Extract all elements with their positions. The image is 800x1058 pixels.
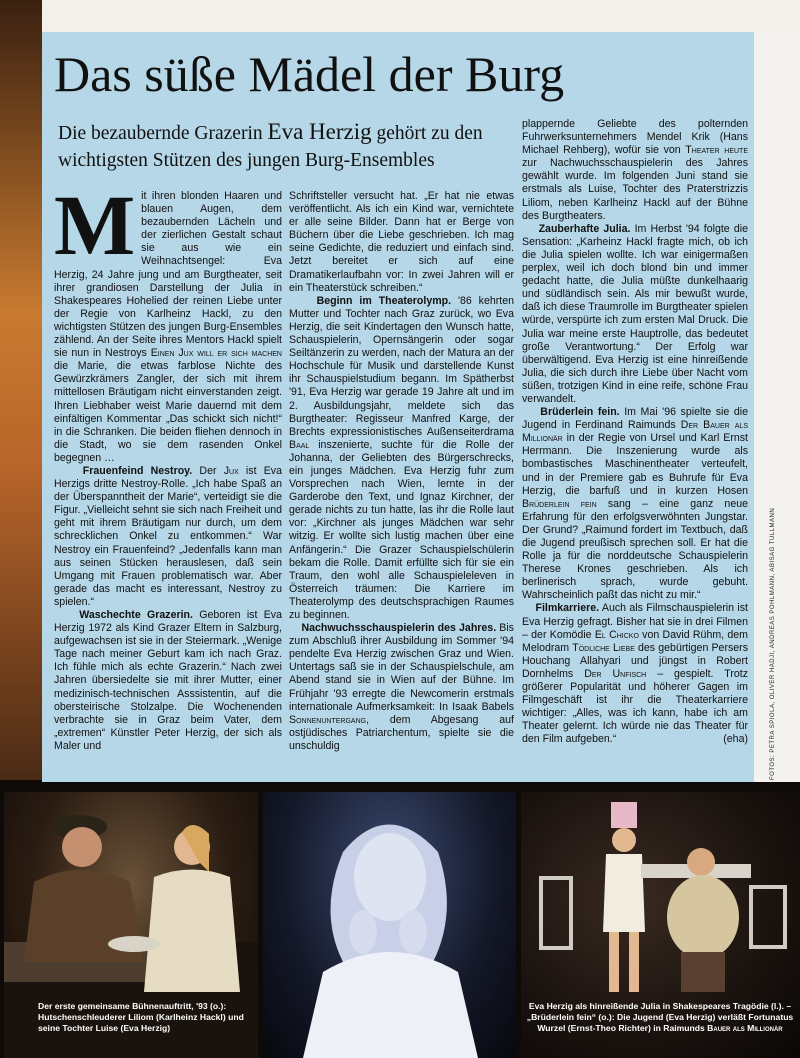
article-column-2 [289, 190, 514, 753]
subhead-name: Eva Herzig [267, 119, 372, 144]
section-heading: Zauberhafte Julia. [538, 222, 631, 235]
text: sang – eine ganz neue Erfahrung für den erfolgsverwöhnten Jungstar. Der Grund? „Raimund fordert im Textbuch, daß die Jugend preußisch sprechen soll. Er hat die Rolle ja für die norddeutsche Schauspielerin Therese Krones geschrieben. Als ich berlinerisch sprach, wurde gebuht. Wahrscheinlich paßt das nicht zu mir.“ [522, 497, 749, 602]
text: Bis zum Abschluß ihrer Ausbildung im Sommer '94 pendelte Eva Herzig zwischen Graz und Wien. Untertags saß sie in der Schauspielschule, am Abend stand sie in Wien auf der Bühne. Im Frühjahr '93 erregte die Newcomerin erstmals internationale Aufmerksamkeit: In Isaak Babels [289, 622, 514, 713]
stage-photo-julia [263, 792, 516, 1058]
text: Im Herbst '94 folgte die Sensation: „Karheinz Hackl fragte mich, ob ich die Julia spielen wollte. Ich war einigermaßen perplex, weil ich doch blond bin und immer gedacht hatte, die Julia müßte dunkelhaarig und südländisch sein. Als mir bewußt wurde, daß ich diese Traumrolle im Burgtheater spielen würde, verspürte ich zum ersten Mal Druck. Die Julia war meine erste Hauptrolle, das bedeutet große Verantwortung.“ Der Erfolg war überwältigend. Eva Herzig ist eine hinreißende Julia, die sich durch ihre Liebe über Nacht vom süßen, trotzigen Kind in eine reife, schöne Frau verwandelt. [522, 222, 748, 405]
play-title: Jux [223, 464, 239, 477]
text: – gespielt. Trotz größerer Popularität und höherer Gagen im Filmgeschäft ist ihr die Theaterkarriere wichtiger: „Alles, was ich kann, habe ich am Theater gelernt. Ich würde nie das Theater für den Film aufgeben.“ [522, 667, 748, 746]
paragraph [522, 223, 748, 406]
text: zur Nachwuchsschauspielerin des Jahres gewählt wurde. Im folgenden Juni stand sie erstmals als Luise, Tochter des Praterstrizzis Liliom, neben Karlheinz Hackl auf der Bühne des Burgtheaters. [522, 157, 748, 222]
section-heading: Filmkarriere. [535, 602, 600, 615]
section-heading: Brüderlein fein. [540, 406, 620, 419]
text: inszenierte, suchte für die Rolle der Johanna, der Geliebten des Bürgerschrecks, ein junges Mädchen. Eva Herzig fuhr zum Vorsprechen nach Wien, lernte in der Garderobe den Text, und Ignaz Kirchner, der gerade nichts zu tun hatte, las ihr die Rolle laut vor: „Kirchner als junges Mädchen war sehr witzig. Er wollte sich lustig machen über eine Anfängerin.“ Die Grazer Schauspielschülerin bekam die Rolle. Damit erfüllte sich für sie ein Traum, den wohl alle Schauspieleleven in Österreich träumen: Die Karriere im Theaterolymp des deutschsprachigen Raumes zu beginnen. [289, 438, 514, 621]
photo-credit: FOTOS: PETRA SPIOLA, OLIVER HADJI, ANDREAS POHLMANN, ABISAG TÜLLMANN [770, 507, 776, 780]
text: die Marie, die etwas farblose Nichte des Gewürzkrämers Zangler, der sich mit ihrem mittellosen Bräutigam nicht einverstanden zeigt. Ihren Liebhaber weist Marie dauernd mit dem einfältigen Kommentar „Das schickt sich nicht!“ in die Schranken. Die beiden fliehen dennoch in die Stadt, wo sie dem rasenden Onkel begegnen … [54, 360, 282, 464]
paragraph [289, 190, 514, 295]
section-heading: Waschechte Grazerin. [79, 609, 193, 621]
text: '86 kehrten Mutter und Tochter nach Graz zurück, wo Eva Herzig, die seit Kindertagen den Wunsch hatte, Schauspielerin, Opernsängerin oder sogar Seiltänzerin zu werden, nach der Matura an der Hochschule für Musik und darstellende Kunst ihr Schauspielstudium begann. Im Spätherbst '91, Eva Herzig war gerade 19 Jahre alt und im 2. Ausbildungsjahr, meldete sich das Burgtheater: Regisseur Manfred Karge, der Brechts expressionistisches Außenseiterdrama [289, 294, 514, 438]
film-title: El Chicko [594, 628, 639, 641]
text: in der Regie von Ursel und Karl Ernst Herrmann. Die Inszenierung wurde als bombastisches Maschinentheater verteufelt, und in der Premiere gab es Buhrufe für Eva Herzig, die barfuß und in kurzen Hosen [522, 432, 748, 497]
text: ist Eva Herzigs dritte Nestroy-Rolle. „Ich habe Spaß an der Überspanntheit der Marie“, verteidigt sie die Figur. „Vielleicht sehnt sie sich nach Freiheit und geht mit ihrem Bräutigam nur durch, um dem schrecklichen Onkel zu entkommen.“ War Nestroy ein Frauenfeind? „Jedenfalls kann man aus seinen Stücken herauslesen, daß sein Umgang mit Frauen problematisch war. Aber gerade das macht es interessant, Nestroy zu spielen.“ [54, 464, 282, 608]
text: Auch als Filmschauspielerin ist Eva Herzig gefragt. Bisher hat sie in drei Filmen – der Komödie [522, 602, 748, 641]
subhead-text-1: Die bezaubernde Grazerin [58, 123, 268, 144]
subhead-text-2: gehört zu den wichtigsten Stützen des jungen Burg-Ensembles [58, 123, 483, 171]
photo-caption-right [526, 1001, 794, 1034]
text: des gebürtigen Persers Houchang Allahyari und jüngst in Robert Dornhelms [522, 641, 748, 680]
paragraph [54, 465, 282, 609]
text: , dem Abgesang auf ostjüdisches Patriarchentum, spielte sie die unschuldig [289, 713, 514, 752]
paragraph [522, 602, 748, 746]
paragraph [522, 406, 748, 602]
text: Im Mai '96 spielte sie die Jugend in Ferdinand Raimunds [522, 406, 748, 432]
stage-photo-julia-illustration [263, 792, 516, 1058]
article-column-1 [54, 177, 282, 753]
paragraph [54, 609, 282, 753]
paragraph [289, 622, 514, 753]
magazine-title: Theater heute [685, 144, 748, 157]
play-title: Der Bauer als Millionär [522, 419, 748, 445]
headline: Das süße Mädel der Burg [54, 46, 565, 102]
play-title: Einen Jux will er sich machen [150, 347, 282, 360]
film-title: Tödliche Liebe [572, 641, 635, 654]
play-title: Bauer als Millionär [707, 1023, 783, 1033]
section-heading: Beginn im Theaterolymp. [316, 294, 452, 307]
article-column-3 [522, 118, 748, 747]
play-title: Sonnenuntergang [289, 713, 367, 726]
play-title: Baal [289, 438, 310, 451]
film-title: Der Unfisch [584, 667, 647, 680]
text: Der [192, 464, 224, 477]
text: it ihren blonden Haaren und blauen Augen, dem bezaubernden Lächeln und der zierlichen Gestalt schaut sie aus wie ein Weihnachtsengel: Eva Herzig, 24 Jahre jung und am Burgtheater, seit ihrer grandiosen Darstellung der Julia in Shakespeares Hohelied der reinen Liebe unter der Regie von Karlheinz Hackl, zu den wichtigsten Stützen des jungen Burg-Ensembles zählend. An der Seite ihres Mentors Hackl spielt sie nun in Nestroys [54, 190, 282, 360]
page-top-margin [42, 0, 800, 32]
subheadline [58, 118, 518, 174]
previous-page-edge [0, 0, 42, 780]
paragraph [289, 295, 514, 622]
paragraph [522, 118, 748, 223]
text: plappernde Geliebte des polternden Fuhrwerksunternehmers Mendel Krik (Hans Michael Rehberg), wofür sie von [522, 118, 748, 157]
text: Schriftsteller versucht hat. „Er hat nie etwas veröffentlicht. Als ich ein Kind war, vernichtete er alle seine Bilder. Dann hat er Berge von Büchern über die Liebe geschrieben. Ich mag seine Gedichte, die reduziert und einfach sind. Jetzt bereitet er sich auf eine Dramatikerlaufbahn vor: In zwei Jahren will er ein Theaterstück schreiben.“ [289, 190, 514, 294]
song-title: Brüderlein fein [522, 497, 597, 510]
drop-cap: M [54, 177, 136, 273]
text: von David Rühm, dem Melodram [522, 628, 748, 654]
author-byline: (eha) [723, 733, 748, 746]
section-heading: Nachwuchsschauspielerin des Jahres. [301, 622, 497, 635]
photo-caption-left: Der erste gemeinsame Bühnenauftritt, '93 (o.): Hutschenschleuderer Liliom (Karlheinz Hackl) und seine Tochter Luise (Eva Herzig) [38, 1001, 244, 1033]
paragraph [54, 177, 282, 465]
text: Geboren ist Eva Herzig 1972 als Kind Grazer Eltern in Salzburg, aufgewachsen ist sie in der Steiermark. „Wenige Tage nach meiner Geburt kam ich nach Graz. Ich fühle mich als echte Grazerin.“ Nach zwei Jahren übersiedelte sie mit ihrer Mutter, einer medizinisch-technischen Asssistentin, auf die obersteirische Stolzalpe. Die Wochenenden verbrachte sie in Graz beim Vater, dem „extremen“ Künstler Peter Herzig, der sich als Maler und [54, 609, 282, 752]
section-heading: Frauenfeind Nestroy. [82, 464, 193, 477]
caption-text: Eva Herzig als hinreißende Julia in Shakespeares Tragödie (l.). – „Brüderlein fein“ (o.): Die Jugend (Eva Herzig) verläßt Fortunatus Wurzel (Ernst-Theo Richter) in Raimunds [526, 1001, 794, 1033]
